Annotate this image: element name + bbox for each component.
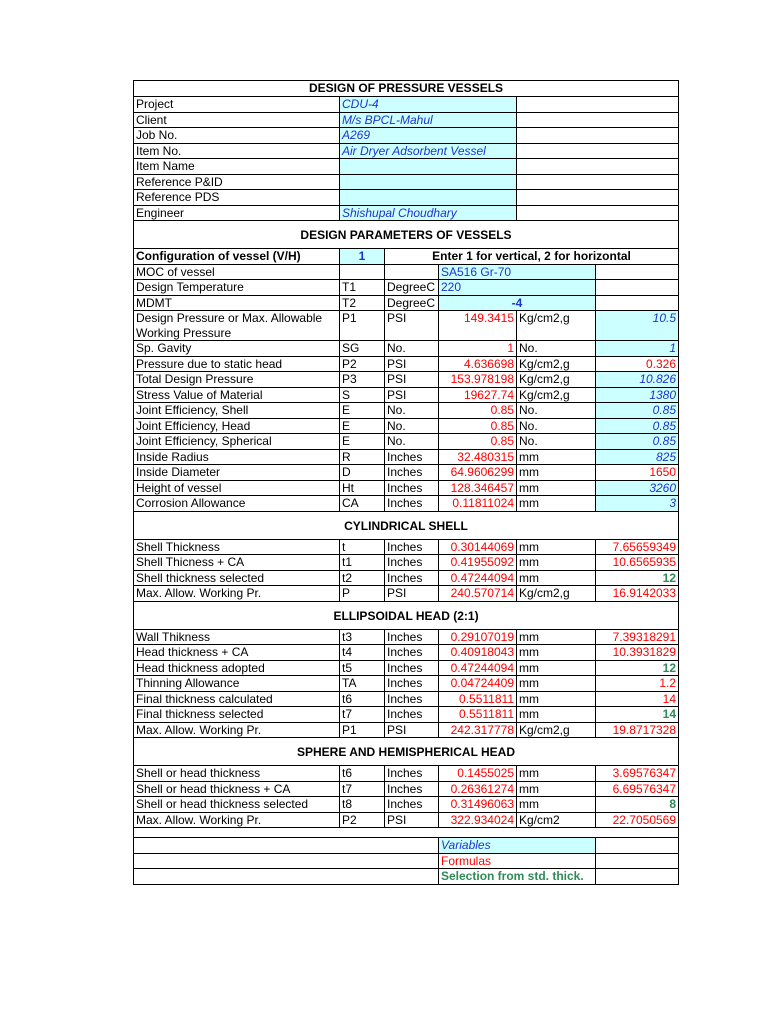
param-metric-value: 19.8717328 [596, 722, 679, 738]
param-symbol: E [340, 418, 385, 434]
param-formula-value: 0.5511811 [439, 691, 517, 707]
info-label: Engineer [134, 205, 340, 221]
param-formula-value: 128.346457 [439, 480, 517, 496]
param-label: Shell Thicness + CA [134, 555, 340, 571]
param-unit2: mm [517, 449, 596, 465]
blank [596, 280, 679, 296]
blank [134, 853, 439, 869]
info-value[interactable] [340, 159, 517, 175]
param-unit: Inches [385, 496, 439, 512]
param-formula-value: 0.47244094 [439, 570, 517, 586]
info-row [134, 174, 679, 190]
param-label: Joint Efficiency, Spherical [134, 434, 340, 450]
param-metric-value: 3.69576347 [596, 766, 679, 782]
param-label: Shell or head thickness + CA [134, 781, 340, 797]
param-unit2: mm [517, 707, 596, 723]
info-row [134, 205, 679, 221]
info-value[interactable] [340, 190, 517, 206]
param-metric-value[interactable]: 0.85 [596, 434, 679, 450]
info-row [134, 112, 679, 128]
param-unit: Inches [385, 570, 439, 586]
param-label: Height of vessel [134, 480, 340, 496]
param-symbol: t6 [340, 766, 385, 782]
pressure-unit2: Kg/cm2,g [517, 311, 596, 341]
mdmt-value[interactable]: -4 [439, 295, 596, 311]
param-label: Joint Efficiency, Shell [134, 403, 340, 419]
blank [134, 869, 439, 885]
param-symbol: P3 [340, 372, 385, 388]
param-metric-value: 14 [596, 691, 679, 707]
param-metric-value[interactable]: 3 [596, 496, 679, 512]
param-unit: No. [385, 418, 439, 434]
section-heading: DESIGN PARAMETERS OF VESSELS [134, 221, 679, 249]
param-symbol: t7 [340, 707, 385, 723]
data-row [134, 555, 679, 571]
param-metric-value: 10.6565935 [596, 555, 679, 571]
blank [596, 869, 679, 885]
param-symbol: t7 [340, 781, 385, 797]
param-formula-value: 4.636698 [439, 356, 517, 372]
data-row [134, 539, 679, 555]
param-formula-value: 0.04724409 [439, 676, 517, 692]
blank [596, 838, 679, 854]
data-row [134, 645, 679, 661]
param-unit: PSI [385, 356, 439, 372]
data-row [134, 586, 679, 602]
param-metric-value: 12 [596, 660, 679, 676]
legend-variables: Variables [439, 838, 596, 854]
param-metric-value: 14 [596, 707, 679, 723]
param-symbol: t6 [340, 691, 385, 707]
param-label: Wall Thikness [134, 629, 340, 645]
param-unit2: Kg/cm2,g [517, 372, 596, 388]
param-metric-value: 6.69576347 [596, 781, 679, 797]
section-header-row [134, 601, 679, 629]
param-unit2: Kg/cm2,g [517, 387, 596, 403]
param-label: Stress Value of Material [134, 387, 340, 403]
param-metric-value: 22.7050569 [596, 812, 679, 828]
data-row [134, 660, 679, 676]
param-unit: No. [385, 341, 439, 357]
param-unit: Inches [385, 707, 439, 723]
pressure-vessel-table [133, 80, 679, 885]
data-row [134, 403, 679, 419]
param-unit2: Kg/cm2,g [517, 722, 596, 738]
param-symbol: t1 [340, 555, 385, 571]
param-formula-value: 0.5511811 [439, 707, 517, 723]
param-unit2: Kg/cm2,g [517, 586, 596, 602]
param-unit2: mm [517, 629, 596, 645]
param-formula-value: 240.570714 [439, 586, 517, 602]
param-symbol: SG [340, 341, 385, 357]
param-metric-value: 1.2 [596, 676, 679, 692]
param-metric-value[interactable]: 825 [596, 449, 679, 465]
param-formula-value: 0.31496063 [439, 797, 517, 813]
info-label: Item No. [134, 143, 340, 159]
pressure-sym: P1 [340, 311, 385, 341]
info-value[interactable]: A269 [340, 128, 517, 144]
data-row [134, 707, 679, 723]
param-formula-value: 0.1455025 [439, 766, 517, 782]
param-metric-value: 16.9142033 [596, 586, 679, 602]
data-row [134, 418, 679, 434]
param-metric-value: 8 [596, 797, 679, 813]
temp-unit: DegreeC [385, 280, 439, 296]
info-row [134, 143, 679, 159]
param-label: Pressure due to static head [134, 356, 340, 372]
data-row [134, 480, 679, 496]
param-unit2: mm [517, 676, 596, 692]
info-blank [517, 190, 679, 206]
param-metric-value[interactable]: 0.85 [596, 418, 679, 434]
info-label: Job No. [134, 128, 340, 144]
param-unit2: mm [517, 480, 596, 496]
param-unit: PSI [385, 387, 439, 403]
param-unit: Inches [385, 645, 439, 661]
param-label: Final thickness selected [134, 707, 340, 723]
param-unit: Inches [385, 539, 439, 555]
data-row [134, 496, 679, 512]
param-formula-value: 0.30144069 [439, 539, 517, 555]
param-symbol: D [340, 465, 385, 481]
param-label: Inside Diameter [134, 465, 340, 481]
param-unit2: Kg/cm2 [517, 812, 596, 828]
param-unit: Inches [385, 766, 439, 782]
info-row [134, 97, 679, 113]
param-symbol: P1 [340, 722, 385, 738]
info-value[interactable]: Shishupal Choudhary [340, 205, 517, 221]
pressure-label: Design Pressure or Max. Allowable Working Pressure [134, 311, 340, 341]
section-heading: ELLIPSOIDAL HEAD (2:1) [134, 601, 679, 629]
param-label: Head thickness + CA [134, 645, 340, 661]
param-unit2: mm [517, 555, 596, 571]
section-header-row [134, 221, 679, 249]
section-header-row [134, 738, 679, 766]
param-metric-value[interactable]: 1 [596, 341, 679, 357]
data-row [134, 387, 679, 403]
param-metric-value[interactable]: 3260 [596, 480, 679, 496]
param-unit2: No. [517, 341, 596, 357]
data-row [134, 722, 679, 738]
param-unit: Inches [385, 465, 439, 481]
param-unit: PSI [385, 372, 439, 388]
param-unit: PSI [385, 722, 439, 738]
config-value[interactable]: 1 [340, 249, 385, 265]
spacer-row [134, 828, 679, 838]
param-unit2: mm [517, 465, 596, 481]
param-symbol: t4 [340, 645, 385, 661]
info-blank [517, 143, 679, 159]
info-blank [517, 128, 679, 144]
blank [596, 264, 679, 280]
section-heading: CYLINDRICAL SHELL [134, 511, 679, 539]
data-row [134, 797, 679, 813]
param-symbol: Ht [340, 480, 385, 496]
info-label: Reference P&ID [134, 174, 340, 190]
sheet-title: DESIGN OF PRESSURE VESSELS [134, 81, 679, 97]
data-row [134, 766, 679, 782]
param-formula-value: 0.11811024 [439, 496, 517, 512]
param-symbol: R [340, 449, 385, 465]
info-row [134, 128, 679, 144]
mdmt-row [134, 295, 679, 311]
info-value[interactable] [340, 174, 517, 190]
param-formula-value: 32.480315 [439, 449, 517, 465]
param-symbol: CA [340, 496, 385, 512]
param-symbol: t5 [340, 660, 385, 676]
param-metric-value: 10.3931829 [596, 645, 679, 661]
param-formula-value: 0.41955092 [439, 555, 517, 571]
legend-row [134, 869, 679, 885]
param-unit: No. [385, 403, 439, 419]
temp-value[interactable]: 220 [439, 280, 596, 296]
param-label: Head thickness adopted [134, 660, 340, 676]
data-row [134, 356, 679, 372]
param-formula-value: 0.26361274 [439, 781, 517, 797]
legend-formulas: Formulas [439, 853, 596, 869]
param-symbol: t8 [340, 797, 385, 813]
info-value[interactable]: CDU-4 [340, 97, 517, 113]
info-label: Item Name [134, 159, 340, 175]
param-formula-value: 1 [439, 341, 517, 357]
param-unit: Inches [385, 555, 439, 571]
param-unit2: mm [517, 691, 596, 707]
param-label: Joint Efficiency, Head [134, 418, 340, 434]
param-symbol: TA [340, 676, 385, 692]
blank [134, 838, 439, 854]
info-value[interactable]: M/s BPCL-Mahul [340, 112, 517, 128]
legend-row [134, 853, 679, 869]
param-label: Shell thickness selected [134, 570, 340, 586]
data-row [134, 781, 679, 797]
param-metric-value[interactable]: 10.826 [596, 372, 679, 388]
pressure-formula: 149.3415 [439, 311, 517, 341]
param-label: Max. Allow. Working Pr. [134, 586, 340, 602]
config-label: Configuration of vessel (V/H) [134, 249, 340, 265]
info-value[interactable]: Air Dryer Adsorbent Vessel [340, 143, 517, 159]
info-blank [517, 174, 679, 190]
param-formula-value: 242.317778 [439, 722, 517, 738]
config-note: Enter 1 for vertical, 2 for horizontal [385, 249, 679, 265]
param-unit: Inches [385, 480, 439, 496]
param-label: Shell Thickness [134, 539, 340, 555]
info-row [134, 190, 679, 206]
param-label: Max. Allow. Working Pr. [134, 812, 340, 828]
blank [340, 264, 385, 280]
config-row [134, 249, 679, 265]
param-label: Shell or head thickness selected [134, 797, 340, 813]
param-label: Shell or head thickness [134, 766, 340, 782]
param-unit2: mm [517, 781, 596, 797]
data-row [134, 341, 679, 357]
param-formula-value: 0.40918043 [439, 645, 517, 661]
mdmt-sym: T2 [340, 295, 385, 311]
blank [596, 295, 679, 311]
info-row [134, 159, 679, 175]
info-blank [517, 205, 679, 221]
data-row [134, 465, 679, 481]
legend-selection: Selection from std. thick. [439, 869, 596, 885]
blank [596, 853, 679, 869]
param-unit2: mm [517, 539, 596, 555]
info-blank [517, 112, 679, 128]
param-formula-value: 0.85 [439, 434, 517, 450]
param-unit2: No. [517, 434, 596, 450]
param-label: Max. Allow. Working Pr. [134, 722, 340, 738]
param-symbol: E [340, 434, 385, 450]
section-header-row [134, 511, 679, 539]
mdmt-label: MDMT [134, 295, 340, 311]
param-unit2: mm [517, 570, 596, 586]
title-row [134, 81, 679, 97]
temp-label: Design Temperature [134, 280, 340, 296]
param-unit2: No. [517, 403, 596, 419]
param-metric-value: 7.65659349 [596, 539, 679, 555]
spacer-cell [134, 828, 679, 838]
param-label: Final thickness calculated [134, 691, 340, 707]
param-formula-value: 0.47244094 [439, 660, 517, 676]
info-label: Project [134, 97, 340, 113]
param-formula-value: 64.9606299 [439, 465, 517, 481]
param-unit: Inches [385, 629, 439, 645]
param-formula-value: 0.85 [439, 418, 517, 434]
temp-row [134, 280, 679, 296]
param-unit: Inches [385, 449, 439, 465]
param-unit2: mm [517, 496, 596, 512]
param-label: Inside Radius [134, 449, 340, 465]
data-row [134, 372, 679, 388]
param-unit: Inches [385, 781, 439, 797]
pressure-row [134, 311, 679, 341]
param-metric-value[interactable]: 0.85 [596, 403, 679, 419]
moc-value[interactable]: SA516 Gr-70 [439, 264, 596, 280]
param-unit2: No. [517, 418, 596, 434]
param-formula-value: 153.978198 [439, 372, 517, 388]
info-blank [517, 97, 679, 113]
param-symbol: t2 [340, 570, 385, 586]
param-label: Total Design Pressure [134, 372, 340, 388]
param-label: Thinning Allowance [134, 676, 340, 692]
param-label: Sp. Gavity [134, 341, 340, 357]
param-unit2: mm [517, 645, 596, 661]
param-formula-value: 0.85 [439, 403, 517, 419]
param-symbol: P2 [340, 812, 385, 828]
param-metric-value: 12 [596, 570, 679, 586]
param-symbol: E [340, 403, 385, 419]
param-symbol: t [340, 539, 385, 555]
param-unit: Inches [385, 676, 439, 692]
param-metric-value: 1650 [596, 465, 679, 481]
param-unit2: mm [517, 660, 596, 676]
data-row [134, 570, 679, 586]
pressure-unit: PSI [385, 311, 439, 341]
param-unit: No. [385, 434, 439, 450]
param-metric-value: 7.39318291 [596, 629, 679, 645]
blank [385, 264, 439, 280]
data-row [134, 691, 679, 707]
param-unit: PSI [385, 586, 439, 602]
section-heading: SPHERE AND HEMISPHERICAL HEAD [134, 738, 679, 766]
param-unit2: mm [517, 797, 596, 813]
pressure-input[interactable]: 10.5 [596, 311, 679, 341]
param-unit: Inches [385, 797, 439, 813]
data-row [134, 676, 679, 692]
mdmt-unit: DegreeC [385, 295, 439, 311]
param-formula-value: 0.29107019 [439, 629, 517, 645]
data-row [134, 449, 679, 465]
temp-sym: T1 [340, 280, 385, 296]
param-unit: Inches [385, 660, 439, 676]
data-row [134, 434, 679, 450]
moc-label: MOC of vessel [134, 264, 340, 280]
param-metric-value[interactable]: 1380 [596, 387, 679, 403]
param-unit2: mm [517, 766, 596, 782]
design-sheet [133, 80, 678, 885]
data-row [134, 629, 679, 645]
param-symbol: P2 [340, 356, 385, 372]
param-unit2: Kg/cm2,g [517, 356, 596, 372]
data-row [134, 812, 679, 828]
param-metric-value: 0.326 [596, 356, 679, 372]
param-formula-value: 322.934024 [439, 812, 517, 828]
param-symbol: t3 [340, 629, 385, 645]
param-unit: PSI [385, 812, 439, 828]
info-label: Client [134, 112, 340, 128]
legend-row [134, 838, 679, 854]
param-symbol: S [340, 387, 385, 403]
moc-row [134, 264, 679, 280]
info-blank [517, 159, 679, 175]
param-label: Corrosion Allowance [134, 496, 340, 512]
param-unit: Inches [385, 691, 439, 707]
info-label: Reference PDS [134, 190, 340, 206]
param-symbol: P [340, 586, 385, 602]
param-formula-value: 19627.74 [439, 387, 517, 403]
